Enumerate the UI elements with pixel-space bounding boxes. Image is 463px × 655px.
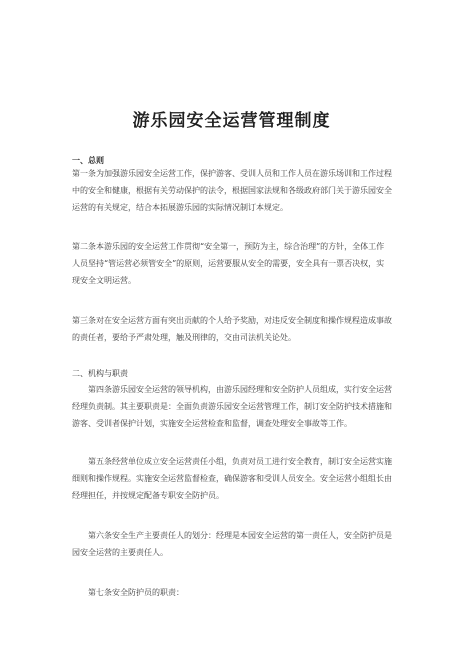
article-5-line-2: 细则和操作规程。实施安全运营监督检查，确保游客和受训人员安全。安全运营小组组长由 xyxy=(72,474,392,483)
article-7-line-1: 第七条安全防护员的职责： xyxy=(72,588,184,597)
article-4-line-1: 第四条游乐园安全运营的领导机构，由游乐园经理和安全防护人员组成，实行安全运营 xyxy=(72,385,392,394)
article-2-line-3: 现安全文明运营。 xyxy=(72,276,136,285)
article-1-line-3: 运营的有关规定，结合本拓展游乐园的实际情况制订本规定。 xyxy=(72,203,288,212)
section-heading-organization: 二、机构与职责 xyxy=(72,369,128,378)
article-2-line-1: 第二条本游乐园的安全运营工作贯彻“安全第一，预防为主，综合治理”的方针，全体工作 xyxy=(72,242,385,251)
article-3-line-1: 第三条对在安全运营方面有突出贡献的个人给予奖励，对违反安全制度和操作规程造成事故 xyxy=(72,316,392,325)
article-3-line-2: 的责任者，要给予严肃处理，触及刑律的，交由司法机关论处。 xyxy=(72,333,296,342)
article-1-line-1: 第一条为加强游乐园安全运营工作，保护游客、受训人员和工作人员在游乐场训和工作过程 xyxy=(72,169,392,178)
article-2-line-2: 人员坚持“管运营必须管安全”的原则，运营要服从安全的需要，安全具有一票否决权，实 xyxy=(72,259,385,268)
article-5-line-1: 第五条经营单位成立安全运营责任小组，负责对员工进行安全教育，制订安全运营实施 xyxy=(72,457,392,466)
section-heading-general: 一、总则 xyxy=(72,156,104,165)
document-title: 游乐园安全运营管理制度 xyxy=(132,111,331,131)
article-5-line-3: 经理担任，并按规定配备专职安全防护员。 xyxy=(72,491,224,500)
article-6-line-1: 第六条安全生产主要责任人的划分：经理是本园安全运营的第一责任人，安全防护员是 xyxy=(72,531,392,540)
article-4-line-3: 游客、受训者保护计划，实施安全运营检查和监督，调查处理安全事故等工作。 xyxy=(72,419,352,428)
article-1-line-2: 中的安全和健康，根据有关劳动保护的法令，根据国家法规和各级政府部门关于游乐园安全 xyxy=(72,186,392,195)
article-6-line-2: 园安全运营的主要责任人。 xyxy=(72,548,168,557)
article-4-line-2: 经理负责制。其主要职责是：全面负责游乐园安全运营管理工作，制订安全防护技术措施和 xyxy=(72,402,392,411)
